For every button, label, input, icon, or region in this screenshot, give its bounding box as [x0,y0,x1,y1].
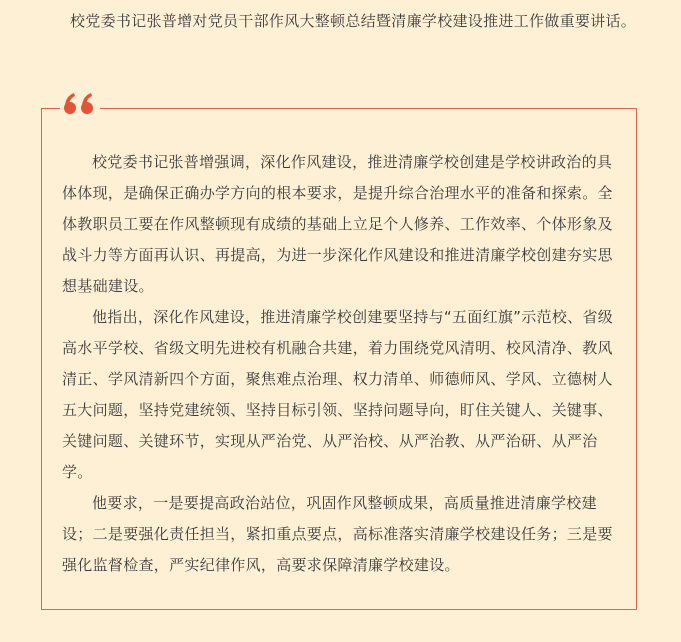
quote-mark-icon [60,88,100,122]
quote-paragraph-1: 校党委书记张普增强调，深化作风建设，推进清廉学校创建是学校讲政治的具体体现，是确保正确办学方向的根本要求，是提升综合治理水平的准备和探索。全体教职员工要在作风整顿现有成绩的基础上立足个人修养、工作效率、个体形象及战斗力等方面再认识、再提高，为进一步深化作风建设和推进清廉学校创建夯实思想基础建设。 [62,153,613,295]
intro-paragraph: 校党委书记张普增对党员干部作风大整顿总结暨清廉学校建设推进工作做重要讲话。 [70,12,637,30]
quote-body [62,147,622,581]
quote-paragraph-3: 他要求，一是要提高政治站位，巩固作风整顿成果，高质量推进清廉学校建设；二是要强化责任担当，紧扣重点要点，高标准落实清廉学校建设任务；三是要强化监督检查，严实纪律作风，高要求保障清廉学校建设。 [62,494,613,574]
quote-paragraph-2: 他指出，深化作风建设，推进清廉学校创建要坚持与“五面红旗”示范校、省级高水平学校、省级文明先进校有机融合共建，着力围绕党风清明、校风清净、教风清正、学风清新四个方面，聚焦难点治理、权力清单、师德师风、学风、立德树人五大问题，坚持党建统领、坚持目标引领、坚持问题导向，盯住关键人、关键事、关键问题、关键环节，实现从严治党、从严治校、从严治教、从严治研、从严治学。 [62,308,614,481]
